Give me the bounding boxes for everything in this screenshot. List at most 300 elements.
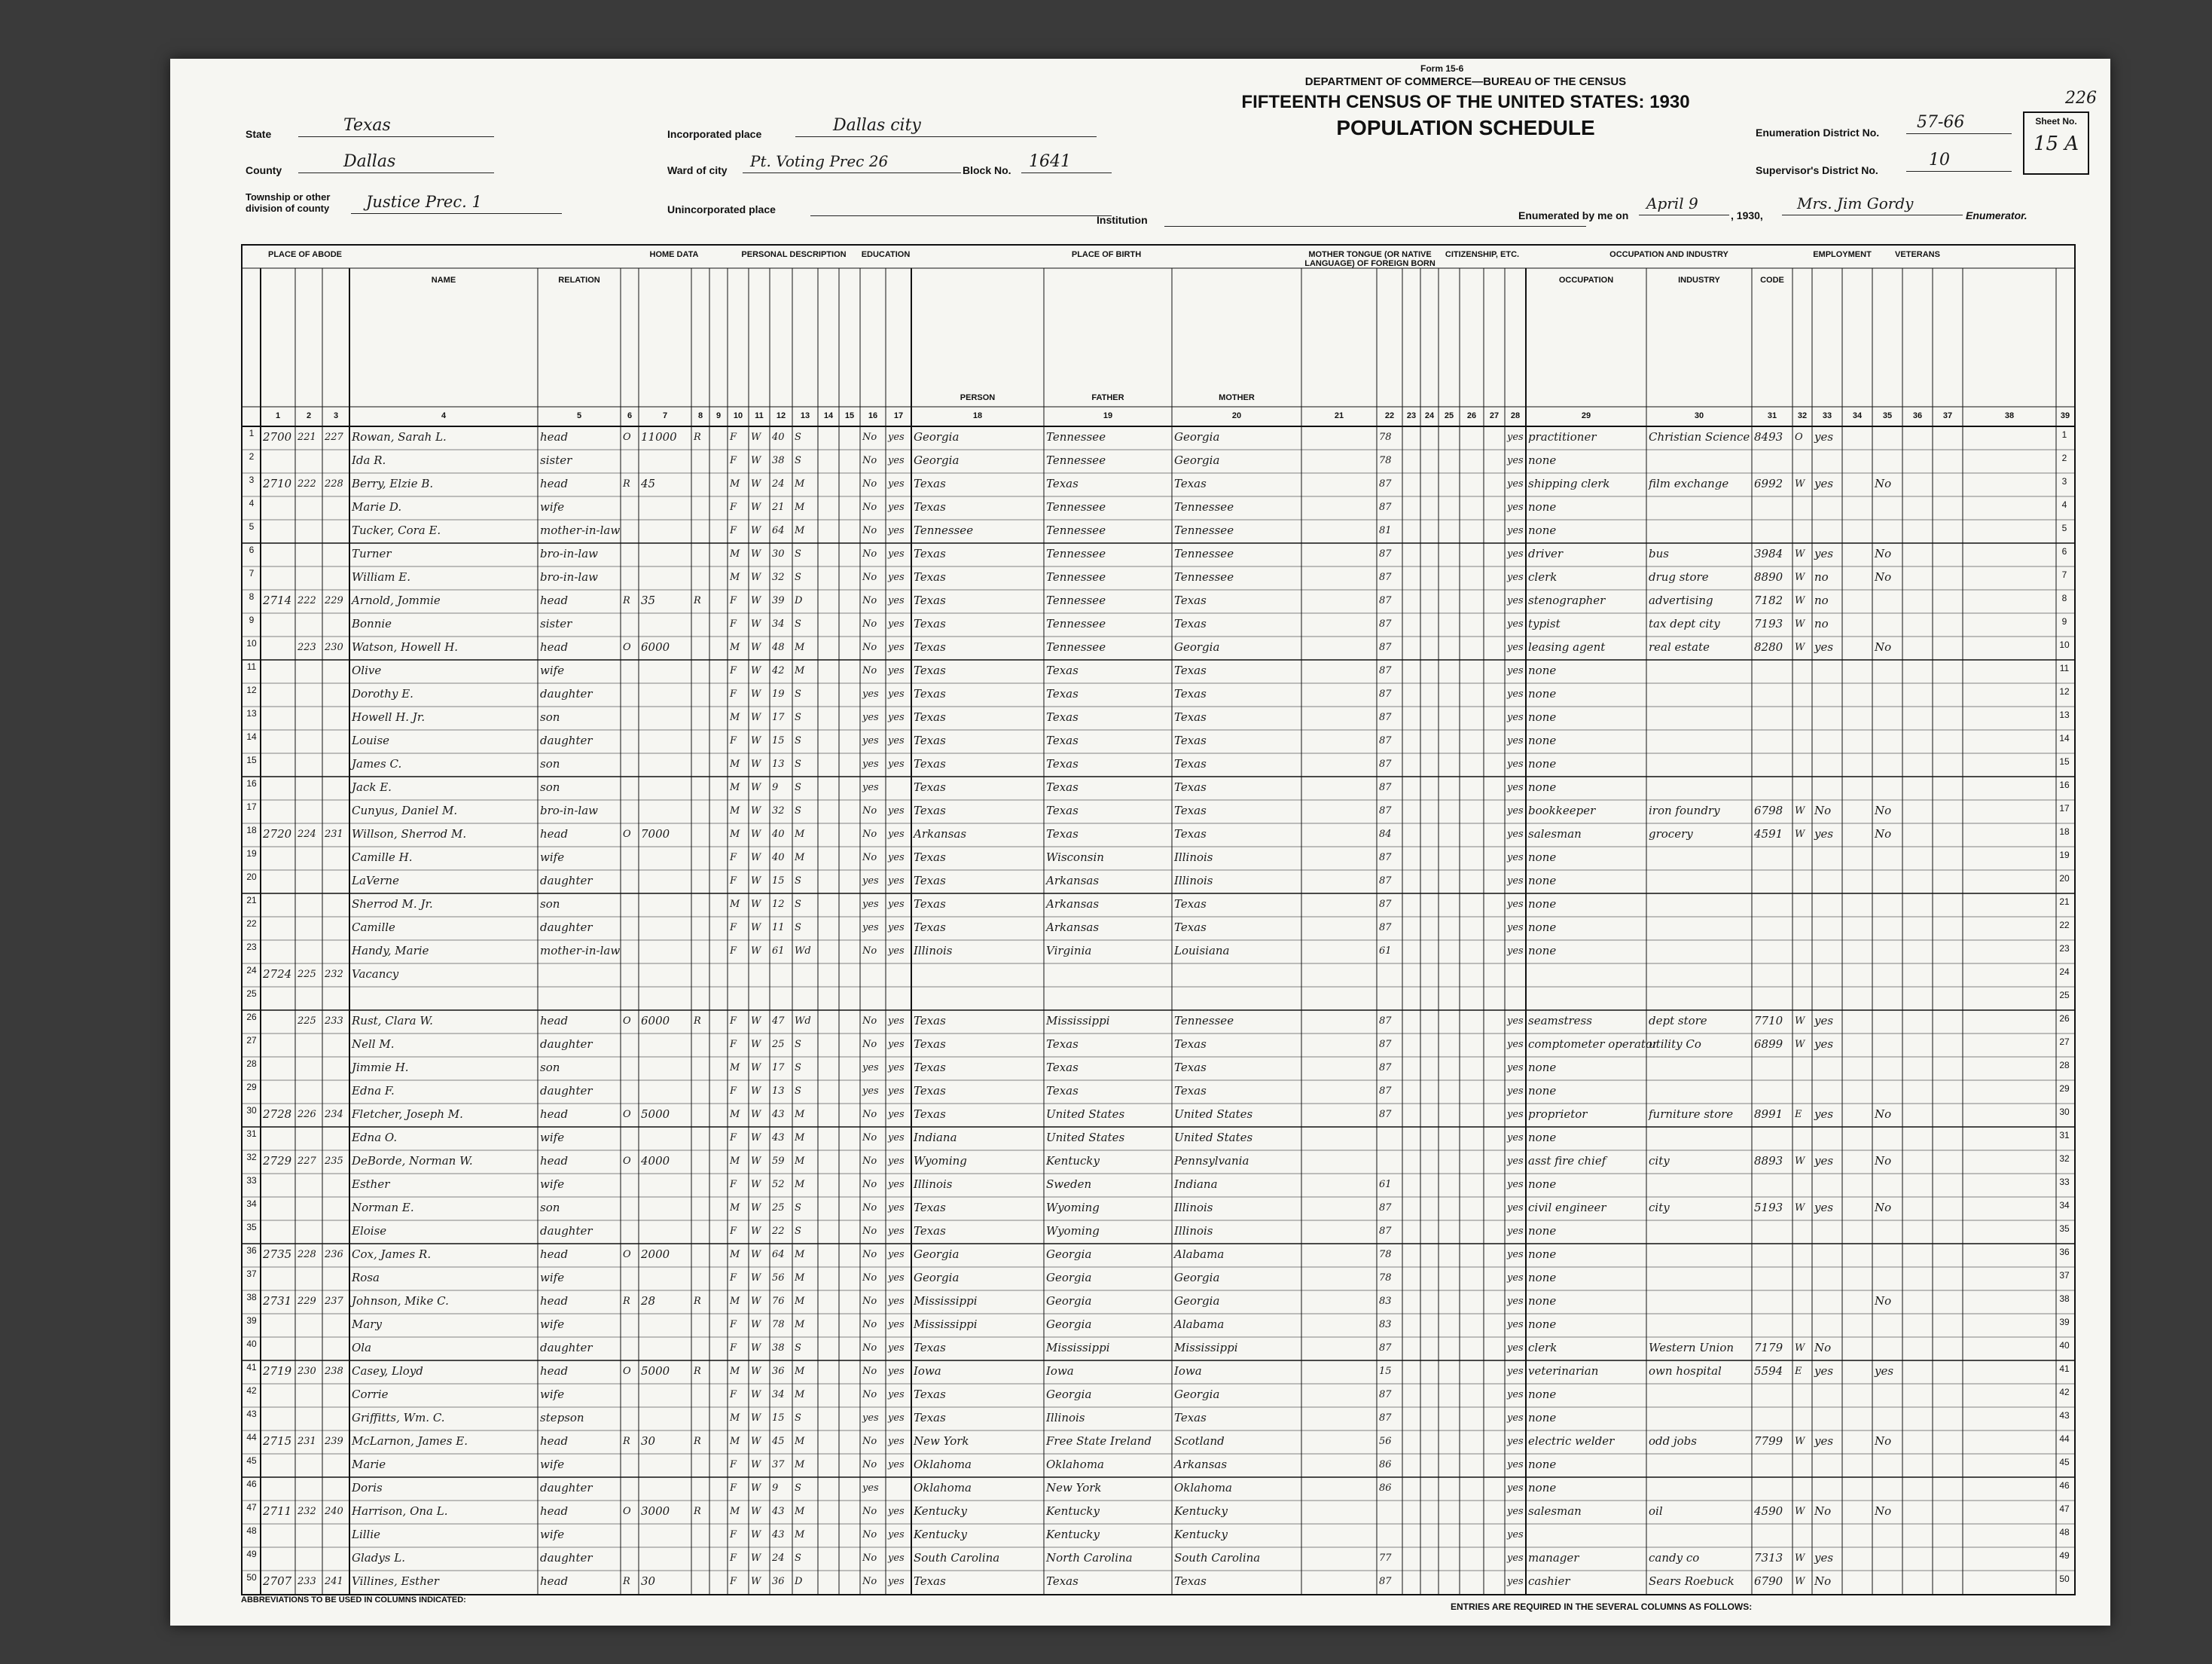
cell-mother: Georgia <box>1174 430 1220 444</box>
cell-birth: Texas <box>914 1201 946 1214</box>
cell-marital: S <box>795 1202 801 1214</box>
cell-code: 81 <box>1379 525 1392 536</box>
cell-race: W <box>751 478 761 490</box>
sheet-label: Sheet No. <box>2035 116 2077 127</box>
cell-name: Olive <box>352 664 382 677</box>
cell-eng: yes <box>1507 945 1524 957</box>
cell-occupation: veterinarian <box>1528 1364 1599 1378</box>
table-row <box>243 1034 2074 1057</box>
cell-relation: daughter <box>540 1341 593 1354</box>
cell-eng: yes <box>1507 665 1524 676</box>
cell-code: 87 <box>1379 922 1392 933</box>
cell-eng: yes <box>1507 1553 1524 1564</box>
table-row <box>243 847 2074 870</box>
cell-mother: Oklahoma <box>1174 1481 1232 1495</box>
cell-father: Tennessee <box>1046 640 1106 654</box>
cell-code: 87 <box>1379 595 1392 606</box>
row-number-right: 32 <box>2059 1153 2070 1164</box>
cell-marital: S <box>795 1342 801 1354</box>
census-title: FIFTEENTH CENSUS OF THE UNITED STATES: 1930 <box>1241 92 1690 112</box>
section-header: MOTHER TONGUE (OR NATIVE LANGUAGE) OF FOREIGN BORN <box>1304 250 1436 268</box>
cell-worker: W <box>1795 1156 1805 1167</box>
cell-marital: M <box>795 1272 805 1284</box>
cell-code: 87 <box>1379 502 1392 513</box>
cell-relation: bro-in-law <box>540 570 598 584</box>
cell-age: 32 <box>772 572 785 583</box>
cell-father: Texas <box>1046 780 1079 794</box>
cell-age: 43 <box>772 1109 785 1120</box>
enumeration-year: , 1930, <box>1731 209 1763 221</box>
cell-birth: Texas <box>914 734 946 747</box>
cell-read: yes <box>888 852 905 863</box>
cell-read: yes <box>888 618 905 630</box>
column-number: 12 <box>776 411 786 420</box>
cell-relation: sister <box>540 453 572 467</box>
cell-school: No <box>862 1156 877 1167</box>
cell-name: Rosa <box>352 1271 380 1284</box>
cell-name: Rust, Clara W. <box>352 1014 433 1027</box>
cell-family: 229 <box>325 595 343 606</box>
cell-father: Texas <box>1046 687 1079 701</box>
cell-worker: O <box>1795 432 1803 443</box>
cell-race: W <box>751 665 761 676</box>
cell-n: 18 <box>246 825 257 835</box>
cell-worker: E <box>1795 1109 1802 1120</box>
cell-n: 27 <box>246 1035 257 1046</box>
cell-name: Casey, Lloyd <box>352 1364 423 1378</box>
cell-relation: bro-in-law <box>540 804 598 817</box>
cell-eng: yes <box>1507 1412 1524 1424</box>
column-number: 27 <box>1489 411 1500 420</box>
cell-n: 31 <box>246 1128 257 1139</box>
cell-mother: Illinois <box>1174 874 1213 887</box>
row-number-right: 30 <box>2059 1107 2070 1117</box>
cell-employed: yes <box>1814 1037 1834 1051</box>
cell-sex: F <box>730 1342 737 1354</box>
cell-sex: F <box>730 1553 737 1564</box>
cell-name: Berry, Elzie B. <box>352 477 434 490</box>
table-row <box>243 1571 2074 1594</box>
column-number: 15 <box>844 411 855 420</box>
cell-read: yes <box>888 1576 905 1587</box>
cell-age: 64 <box>772 525 785 536</box>
row-number-right: 20 <box>2059 873 2070 884</box>
cell-house: 2715 <box>263 1434 292 1448</box>
cell-vet: No <box>1875 1201 1892 1214</box>
cell-occupation: none <box>1528 687 1557 701</box>
column-number: 8 <box>697 411 703 420</box>
cell-sex: M <box>730 478 740 490</box>
cell-race: W <box>751 572 761 583</box>
cell-occ-code: 6899 <box>1754 1037 1783 1051</box>
cell-n: 36 <box>246 1245 257 1256</box>
cell-occupation: bookkeeper <box>1528 804 1596 817</box>
cell-age: 13 <box>772 1085 785 1097</box>
cell-house: 2714 <box>263 594 292 607</box>
row-number-right: 35 <box>2059 1223 2070 1234</box>
cell-age: 43 <box>772 1506 785 1517</box>
cell-school: yes <box>862 875 879 887</box>
cell-occupation: comptometer operator <box>1528 1037 1658 1051</box>
cell-age: 59 <box>772 1156 785 1167</box>
cell-father: Texas <box>1046 1084 1079 1098</box>
cell-marital: M <box>795 1459 805 1470</box>
cell-occ-code: 8991 <box>1754 1107 1783 1121</box>
cell-code: 87 <box>1379 899 1392 910</box>
cell-marital: S <box>795 899 801 910</box>
cell-birth: Texas <box>914 1224 946 1238</box>
cell-age: 47 <box>772 1015 785 1027</box>
cell-father: Georgia <box>1046 1247 1092 1261</box>
row-number-right: 19 <box>2059 850 2070 860</box>
cell-marital: S <box>795 1226 801 1237</box>
cell-occupation: none <box>1528 1224 1557 1238</box>
cell-relation: son <box>540 780 560 794</box>
cell-family: 233 <box>325 1015 343 1027</box>
cell-n: 25 <box>246 988 257 999</box>
cell-vet: No <box>1875 1504 1892 1518</box>
cell-worker: W <box>1795 1039 1805 1050</box>
cell-birth: Texas <box>914 1388 946 1401</box>
cell-father: Wisconsin <box>1046 850 1104 864</box>
column-number: 34 <box>1852 411 1863 420</box>
cell-father: Arkansas <box>1046 897 1100 911</box>
cell-read: yes <box>888 1202 905 1214</box>
cell-mother: Mississippi <box>1174 1341 1238 1354</box>
cell-birth: Georgia <box>914 453 960 467</box>
cell-sex: F <box>730 1389 737 1400</box>
column-number: 7 <box>662 411 668 420</box>
cell-relation: daughter <box>540 734 593 747</box>
cell-sex: M <box>730 712 740 723</box>
cell-eng: yes <box>1507 1459 1524 1470</box>
cell-code: 87 <box>1379 782 1392 793</box>
cell-school: No <box>862 595 877 606</box>
row-number-right: 13 <box>2059 710 2070 720</box>
cell-occupation: civil engineer <box>1528 1201 1606 1214</box>
cell-occupation: none <box>1528 500 1557 514</box>
table-row <box>243 683 2074 707</box>
cell-n: 10 <box>246 638 257 649</box>
cell-code: 87 <box>1379 642 1392 653</box>
cell-code: 78 <box>1379 1272 1392 1284</box>
cell-family: 227 <box>325 432 343 443</box>
cell-occupation: leasing agent <box>1528 640 1606 654</box>
cell-own: O <box>623 1015 631 1027</box>
column-number: 30 <box>1694 411 1704 420</box>
cell-father: Tennessee <box>1046 617 1106 630</box>
table-row <box>243 1220 2074 1244</box>
cell-house: 2729 <box>263 1154 292 1168</box>
cell-marital: M <box>795 1506 805 1517</box>
cell-code: 87 <box>1379 1039 1392 1050</box>
block-label: Block No. <box>963 164 1011 176</box>
cell-birth: Indiana <box>914 1131 957 1144</box>
table-row <box>243 940 2074 963</box>
cell-value: 45 <box>641 477 656 490</box>
cell-employed: no <box>1814 594 1829 607</box>
cell-mother: Georgia <box>1174 1388 1220 1401</box>
cell-code: 87 <box>1379 548 1392 560</box>
cell-name: Griffitts, Wm. C. <box>352 1411 445 1424</box>
cell-read: yes <box>888 1272 905 1284</box>
cell-birth: Texas <box>914 757 946 771</box>
cell-marital: S <box>795 455 801 466</box>
cell-n: 44 <box>246 1432 257 1443</box>
cell-n: 23 <box>246 942 257 952</box>
entries-note: ENTRIES ARE REQUIRED IN THE SEVERAL COLUMNS AS FOLLOWS: <box>1451 1601 1753 1612</box>
cell-n: 15 <box>246 755 257 765</box>
cell-read: yes <box>888 432 905 443</box>
section-header: CITIZENSHIP, ETC. <box>1445 250 1520 259</box>
cell-father: Kentucky <box>1046 1528 1100 1541</box>
cell-eng: yes <box>1507 1039 1524 1050</box>
cell-mother: Indiana <box>1174 1177 1218 1191</box>
cell-school: No <box>862 455 877 466</box>
row-number-right: 48 <box>2059 1527 2070 1537</box>
table-row <box>243 1127 2074 1150</box>
cell-birth: Tennessee <box>914 524 974 537</box>
cell-school: No <box>862 1249 877 1260</box>
cell-n: 34 <box>246 1198 257 1209</box>
cell-school: yes <box>862 782 879 793</box>
cell-age: 40 <box>772 829 785 840</box>
cell-occupation: none <box>1528 944 1557 957</box>
cell-read: yes <box>888 1226 905 1237</box>
column-number: 23 <box>1406 411 1417 420</box>
cell-birth: Georgia <box>914 1271 960 1284</box>
cell-family: 239 <box>325 1436 343 1447</box>
column-number: 39 <box>2060 411 2070 420</box>
cell-father: Kentucky <box>1046 1504 1100 1518</box>
cell-mother: Illinois <box>1174 1201 1213 1214</box>
cell-n: 30 <box>246 1105 257 1116</box>
column-number: 25 <box>1444 411 1454 420</box>
cell-mother: Tennessee <box>1174 570 1234 584</box>
cell-marital: S <box>795 735 801 747</box>
cell-father: Texas <box>1046 710 1079 724</box>
cell-birth: Oklahoma <box>914 1481 972 1495</box>
cell-race: W <box>751 525 761 536</box>
cell-n: 9 <box>249 615 255 625</box>
cell-race: W <box>751 1482 761 1494</box>
cell-school: No <box>862 1319 877 1330</box>
row-number-right: 49 <box>2059 1550 2070 1561</box>
cell-mother: Georgia <box>1174 453 1220 467</box>
cell-n: 16 <box>246 778 257 789</box>
row-number-right: 11 <box>2059 663 2070 673</box>
column-number: 28 <box>1510 411 1521 420</box>
cell-occ-code: 7193 <box>1754 617 1783 630</box>
cell-occupation: none <box>1528 1294 1557 1308</box>
row-number-right: 1 <box>2061 429 2067 440</box>
enum-district-label: Enumeration District No. <box>1756 127 1880 139</box>
cell-employed: no <box>1814 617 1829 630</box>
cell-birth: Texas <box>914 874 946 887</box>
cell-vet: No <box>1875 827 1892 841</box>
state-value: Texas <box>298 116 494 137</box>
county-label: County <box>246 164 282 176</box>
table-row <box>243 1057 2074 1080</box>
cell-value: 2000 <box>641 1247 670 1261</box>
row-number-right: 33 <box>2059 1177 2070 1187</box>
cell-occupation: none <box>1528 780 1557 794</box>
cell-school: yes <box>862 688 879 700</box>
cell-own: R <box>623 478 630 490</box>
cell-employed: yes <box>1814 477 1834 490</box>
cell-mother: Texas <box>1174 921 1207 934</box>
table-row <box>243 800 2074 823</box>
cell-race: W <box>751 1576 761 1587</box>
cell-marital: M <box>795 1529 805 1540</box>
cell-age: 13 <box>772 759 785 770</box>
cell-school: No <box>862 1553 877 1564</box>
cell-read: yes <box>888 572 905 583</box>
cell-employed: yes <box>1814 1551 1834 1565</box>
cell-name: Marie <box>352 1458 386 1471</box>
cell-school: No <box>862 1459 877 1470</box>
township-label: Township or other division of county <box>246 191 331 214</box>
cell-dwelling: 222 <box>297 478 316 490</box>
cell-marital: M <box>795 642 805 653</box>
cell-mother: Texas <box>1174 1084 1207 1098</box>
cell-dwelling: 222 <box>297 595 316 606</box>
cell-age: 9 <box>772 782 779 793</box>
row-number-right: 37 <box>2059 1270 2070 1281</box>
cell-employed: No <box>1814 804 1832 817</box>
cell-father: United States <box>1046 1107 1125 1121</box>
cell-father: Wyoming <box>1046 1224 1100 1238</box>
cell-eng: yes <box>1507 712 1524 723</box>
cell-worker: W <box>1795 478 1805 490</box>
cell-code: 87 <box>1379 805 1392 817</box>
cell-occupation: none <box>1528 921 1557 934</box>
cell-relation: son <box>540 710 560 724</box>
cell-read: yes <box>888 478 905 490</box>
cell-relation: daughter <box>540 1224 593 1238</box>
cell-sex: F <box>730 1576 737 1587</box>
cell-relation: son <box>540 897 560 911</box>
section-header: RELATION <box>558 276 600 285</box>
cell-occupation: practitioner <box>1528 430 1597 444</box>
cell-race: W <box>751 759 761 770</box>
cell-name: Marie D. <box>352 500 402 514</box>
cell-industry: tax dept city <box>1649 617 1720 630</box>
cell-value: 7000 <box>641 827 670 841</box>
cell-age: 17 <box>772 1062 785 1073</box>
cell-occ-code: 6790 <box>1754 1574 1783 1588</box>
table-row <box>243 473 2074 496</box>
cell-occ-code: 3984 <box>1754 547 1783 560</box>
cell-eng: yes <box>1507 782 1524 793</box>
cell-race: W <box>751 455 761 466</box>
cell-family: 241 <box>325 1576 343 1587</box>
cell-occ-code: 8893 <box>1754 1154 1783 1168</box>
cell-sex: F <box>730 1272 737 1284</box>
cell-birth: Texas <box>914 664 946 677</box>
cell-race: W <box>751 1459 761 1470</box>
cell-birth: Texas <box>914 547 946 560</box>
table-row <box>243 963 2074 987</box>
cell-occupation: cashier <box>1528 1574 1570 1588</box>
cell-relation: son <box>540 1201 560 1214</box>
cell-name: Edna O. <box>352 1131 398 1144</box>
cell-vet: No <box>1875 640 1892 654</box>
cell-race: W <box>751 502 761 513</box>
cell-mother: Alabama <box>1174 1317 1225 1331</box>
row-number-right: 17 <box>2059 803 2070 814</box>
cell-relation: daughter <box>540 921 593 934</box>
cell-race: W <box>751 1412 761 1424</box>
cell-employed: yes <box>1814 1434 1834 1448</box>
cell-sex: F <box>730 1015 737 1027</box>
cell-eng: yes <box>1507 1062 1524 1073</box>
cell-worker: E <box>1795 1366 1802 1377</box>
cell-code: 87 <box>1379 735 1392 747</box>
row-number-right: 28 <box>2059 1060 2070 1070</box>
cell-worker: W <box>1795 572 1805 583</box>
cell-mother: Texas <box>1174 804 1207 817</box>
cell-radio: R <box>694 1015 701 1027</box>
enumerator-name: Mrs. Jim Gordy <box>1782 194 1963 215</box>
cell-birth: Illinois <box>914 944 953 957</box>
cell-n: 24 <box>246 965 257 976</box>
cell-read: yes <box>888 1342 905 1354</box>
cell-house: 2710 <box>263 477 292 490</box>
cell-own: R <box>623 1296 630 1307</box>
column-number: 20 <box>1231 411 1242 420</box>
enum-district-value: 57-66 <box>1906 113 2012 134</box>
cell-race: W <box>751 1296 761 1307</box>
cell-birth: Texas <box>914 850 946 864</box>
cell-name: Louise <box>352 734 390 747</box>
cell-industry: odd jobs <box>1649 1434 1697 1448</box>
cell-sex: M <box>730 829 740 840</box>
cell-read: yes <box>888 1389 905 1400</box>
cell-value: 6000 <box>641 1014 670 1027</box>
cell-school: No <box>862 1039 877 1050</box>
cell-school: yes <box>862 899 879 910</box>
cell-sex: F <box>730 525 737 536</box>
cell-house: 2707 <box>263 1574 292 1588</box>
cell-race: W <box>751 1553 761 1564</box>
cell-marital: S <box>795 618 801 630</box>
column-number: 38 <box>2004 411 2015 420</box>
table-row <box>243 1337 2074 1360</box>
cell-birth: Texas <box>914 617 946 630</box>
cell-mother: Kentucky <box>1174 1504 1228 1518</box>
cell-n: 50 <box>246 1572 257 1583</box>
cell-race: W <box>751 1389 761 1400</box>
cell-father: Texas <box>1046 477 1079 490</box>
column-number: 36 <box>1912 411 1923 420</box>
cell-marital: M <box>795 829 805 840</box>
unincorporated-value <box>810 197 1112 216</box>
cell-age: 25 <box>772 1202 785 1214</box>
cell-relation: wife <box>540 1317 565 1331</box>
cell-industry: drug store <box>1649 570 1709 584</box>
cell-code: 87 <box>1379 852 1392 863</box>
cell-race: W <box>751 1319 761 1330</box>
row-number-right: 40 <box>2059 1340 2070 1351</box>
column-number: 21 <box>1334 411 1344 420</box>
cell-sex: F <box>730 1459 737 1470</box>
cell-code: 87 <box>1379 1412 1392 1424</box>
cell-employed: yes <box>1814 1201 1834 1214</box>
row-number-right: 2 <box>2061 453 2067 463</box>
cell-mother: United States <box>1174 1107 1253 1121</box>
cell-read: yes <box>888 1109 905 1120</box>
